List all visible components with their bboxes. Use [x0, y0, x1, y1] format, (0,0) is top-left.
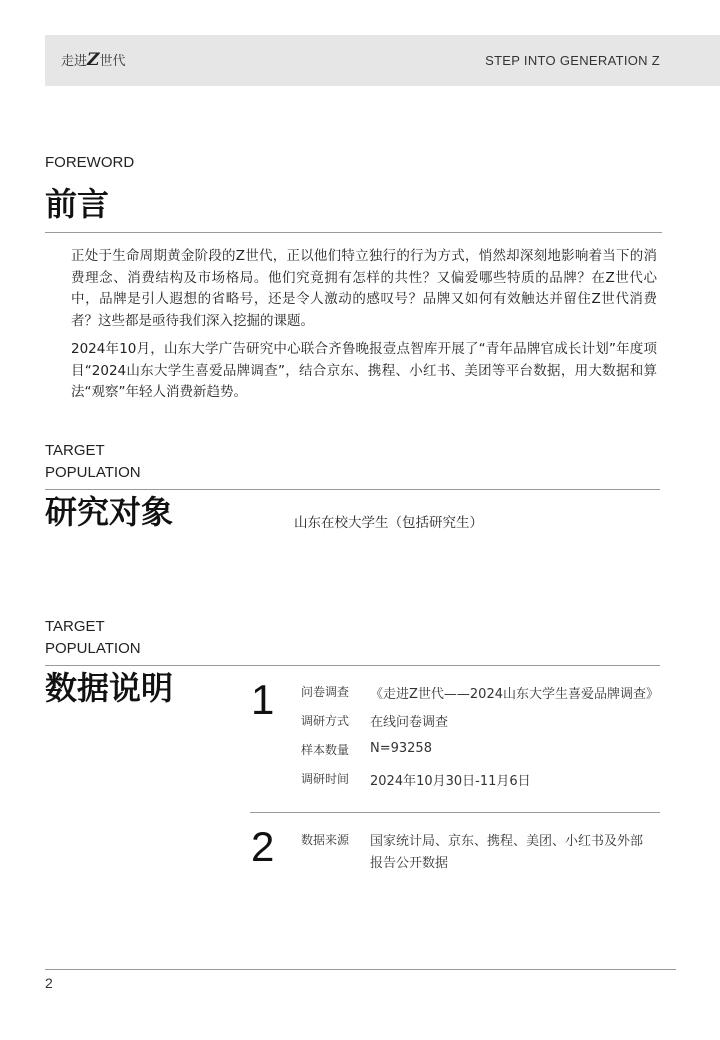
target-title: 研究对象: [45, 493, 174, 531]
target-description: 山东在校大学生（包括研究生）: [294, 515, 483, 531]
row-value-source-line1: 国家统计局、京东、携程、美团、小红书及外部: [370, 834, 644, 849]
row-label-source: 数据来源: [301, 833, 350, 847]
data-divider: [45, 665, 660, 666]
foreword-en-label: FOREWORD: [45, 154, 135, 171]
foreword-body: [71, 246, 657, 404]
row-value-time: 2024年10月30日-11月6日: [370, 774, 531, 789]
header-bar: [45, 35, 720, 86]
foreword-paragraph-1: 正处于生命周期黄金阶段的Z世代，正以他们特立独行的行为方式，悄然却深刻地影响着当下的消费理念、消费结构及市场格局。他们究竟拥有怎样的共性？又偏爱哪些特质的品牌？在Z世代心中，品牌是引人遐想的省略号，还是令人激动的感叹号？品牌又如何有效触达并留住Z世代消费者？这些都是亟待我们深入挖掘的课题。: [71, 248, 657, 329]
target-divider: [45, 489, 660, 490]
page-number: 2: [45, 975, 53, 991]
row-value-sample: N=93258: [370, 741, 432, 756]
row-label-sample: 样本数量: [301, 743, 350, 757]
header-tagline: STEP INTO GENERATION Z: [485, 53, 660, 68]
row-value-survey: 《走进Z世代——2024山东大学生喜爱品牌调查》: [370, 687, 659, 702]
foreword-paragraph-2: 2024年10月，山东大学广告研究中心联合齐鲁晚报壹点智库开展了“青年品牌官成长计划”年度项目“2024山东大学生喜爱品牌调查”，结合京东、携程、小红书、美团等平台数据，用大数据和算法“观察”年轻人消费新趋势。: [71, 341, 657, 400]
row-value-method: 在线问卷调查: [370, 715, 449, 730]
row-label-method: 调研方式: [301, 714, 350, 728]
block1-number: 1: [251, 676, 275, 723]
row-value-source-line2: 报告公开数据: [370, 856, 449, 871]
target-en-label-line2: POPULATION: [45, 464, 141, 481]
header-title: [61, 35, 125, 87]
foreword-title: 前言: [45, 185, 110, 223]
foreword-divider: [45, 232, 662, 233]
block-divider: [250, 812, 660, 813]
data-title: 数据说明: [45, 669, 174, 707]
data-en-label-line1: TARGET: [45, 618, 105, 635]
row-value-source: [370, 831, 643, 875]
z-logo-mark: Z: [87, 50, 100, 70]
footer-divider: [45, 969, 676, 970]
block2-number: 2: [251, 823, 275, 870]
data-en-label-line2: POPULATION: [45, 640, 141, 657]
row-label-time: 调研时间: [301, 772, 350, 786]
row-label-survey: 问卷调查: [301, 685, 350, 699]
target-en-label-line1: TARGET: [45, 442, 105, 459]
header-title-prefix: 走进: [61, 54, 88, 69]
header-title-suffix: 世代: [99, 54, 126, 69]
